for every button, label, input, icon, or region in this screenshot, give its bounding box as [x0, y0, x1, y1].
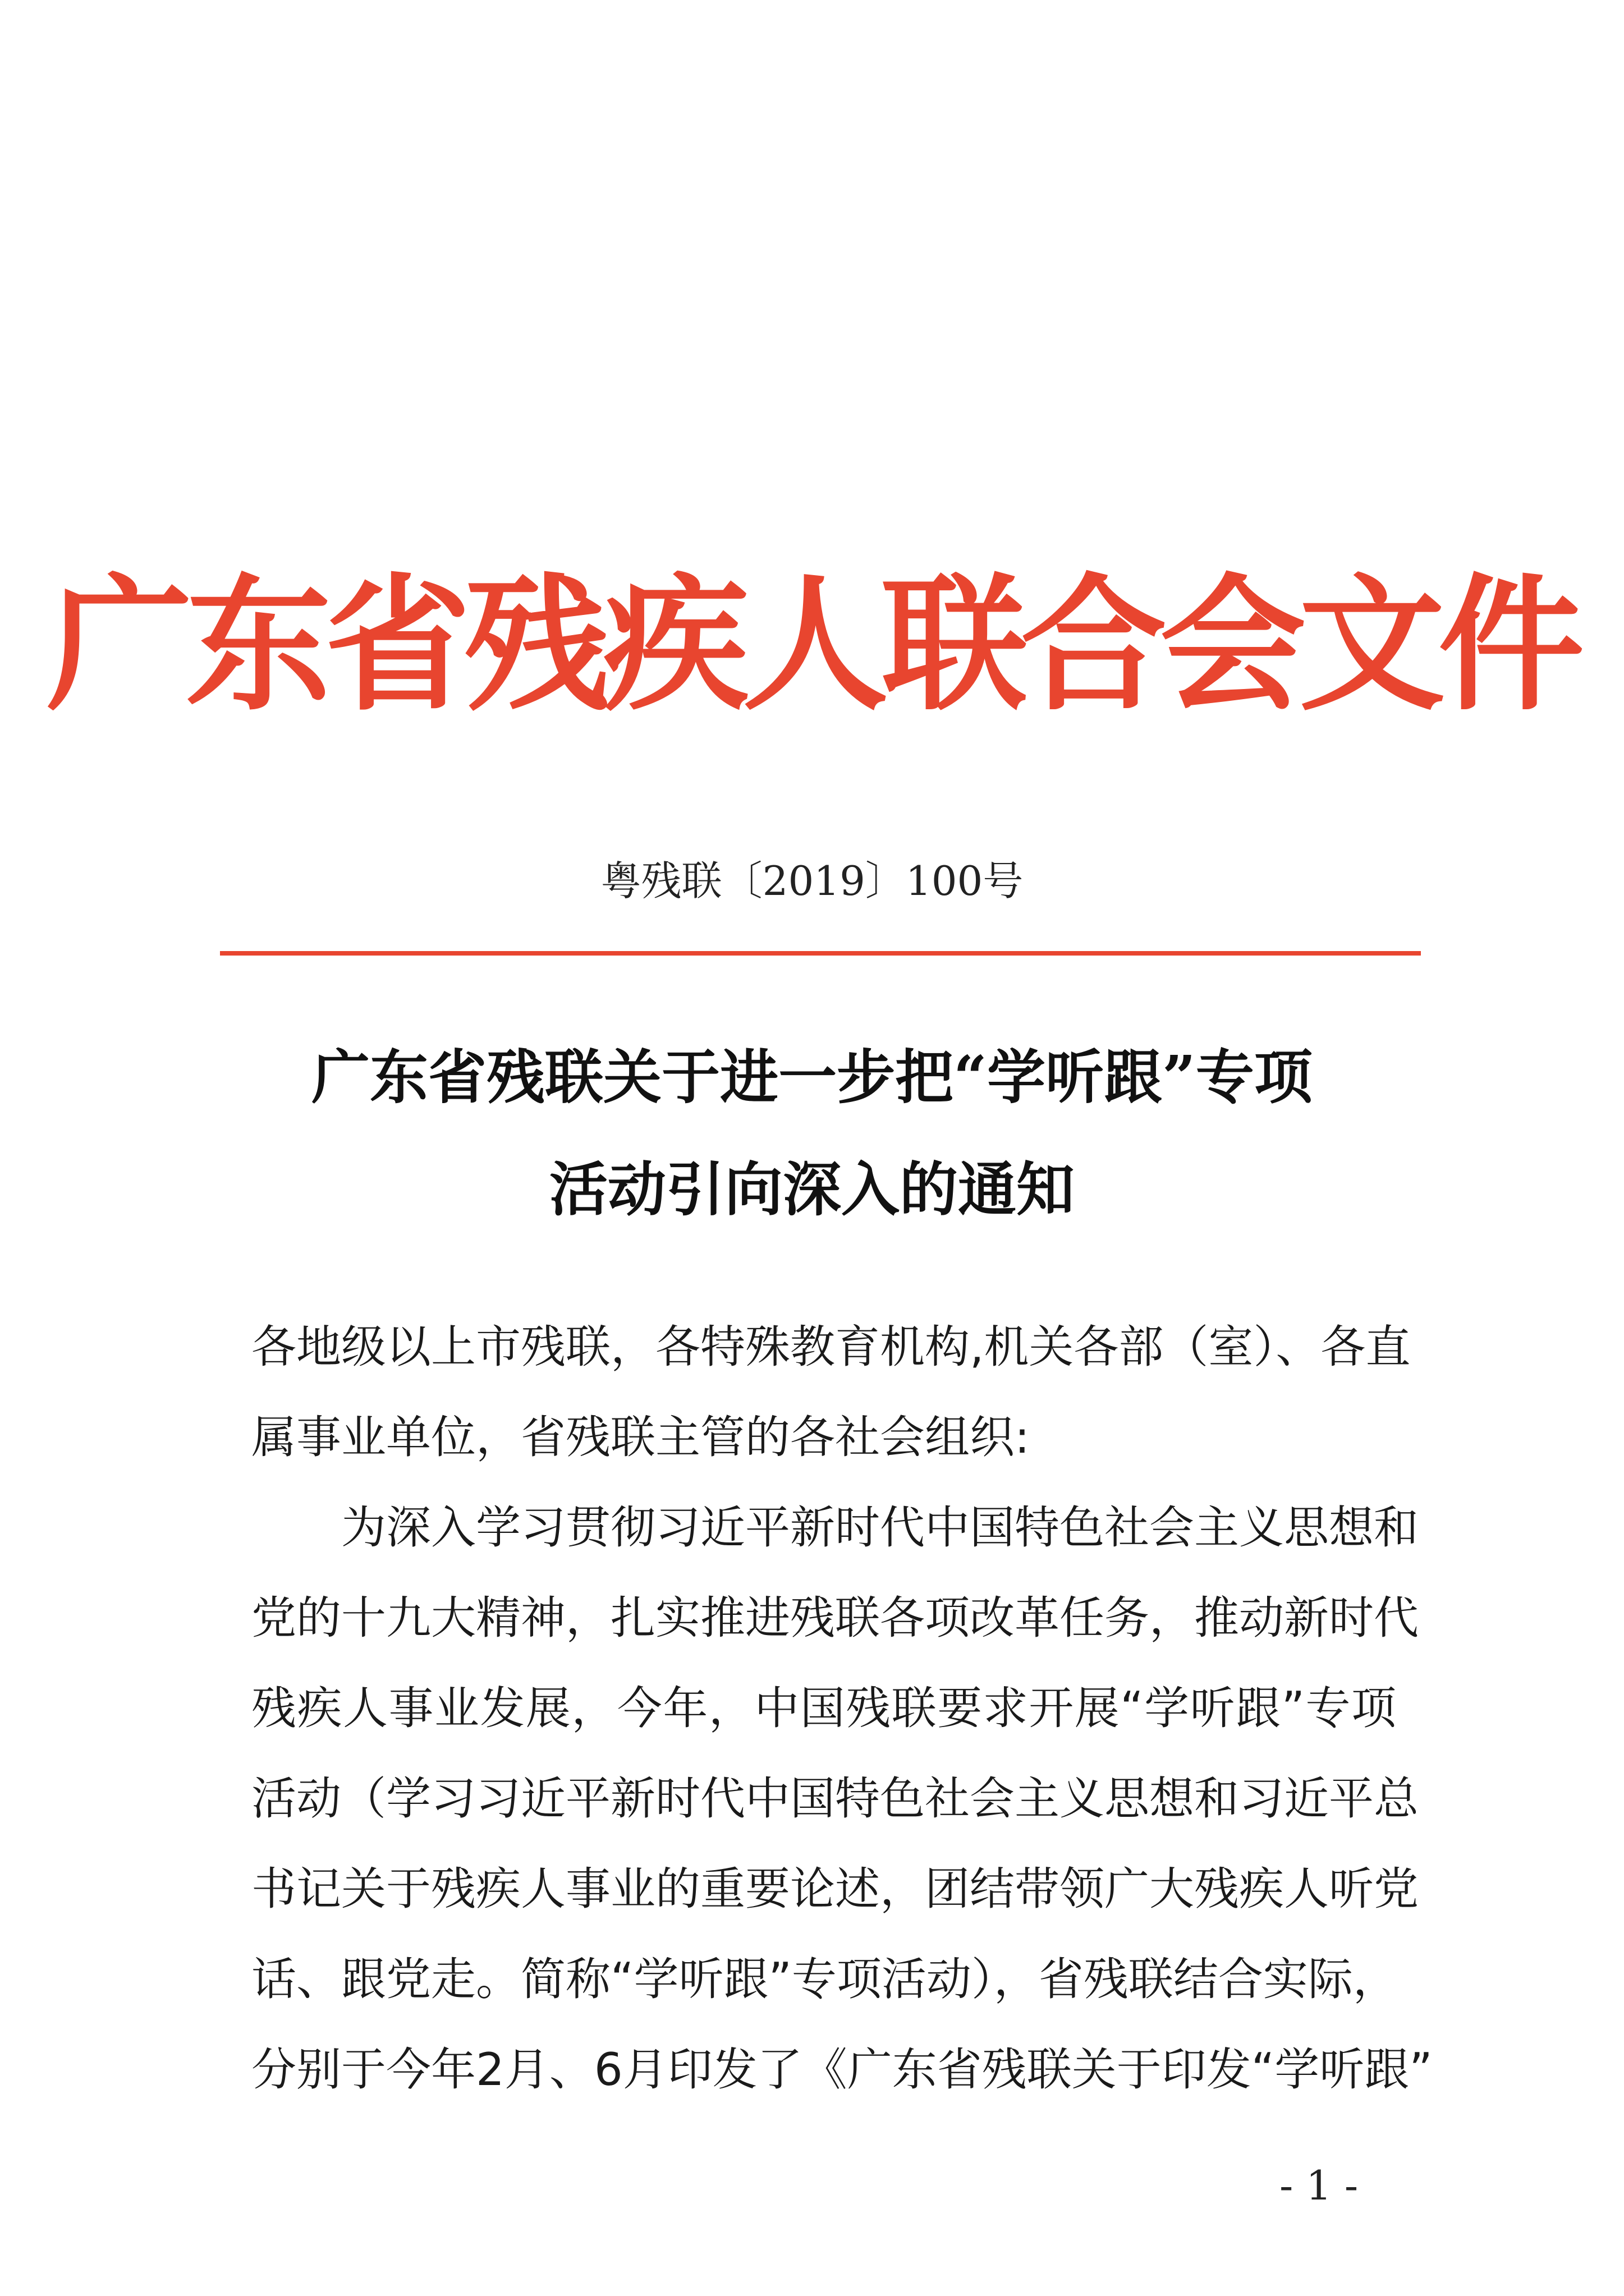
- red-divider-line: [220, 951, 1421, 956]
- body-line-7: 书记关于残疾人事业的重要论述，团结带领广大残疾人听党: [251, 1863, 1419, 1915]
- body-line-8: 话、跟党走。简称“学听跟”专项活动），省残联结合实际，: [251, 1953, 1398, 2005]
- body-line-1: 各地级以上市残联，各特殊教育机构,机关各部（室）、各直: [251, 1321, 1411, 1373]
- document-number: 粤残联〔2019〕100号: [600, 857, 1024, 904]
- notice-body: [251, 1302, 1433, 2115]
- notice-title: [0, 1021, 1624, 1246]
- body-line-4: 党的十九大精神，扎实推进残联各项改革任务，推动新时代: [251, 1592, 1419, 1644]
- body-line-5: 残疾人事业发展，今年，中国残联要求开展“学听跟”专项: [251, 1682, 1396, 1734]
- notice-title-line-2: 活动引向深入的通知: [549, 1155, 1075, 1224]
- body-line-9: 分别于今年2月、6月印发了《广东省残联关于印发“学听跟”: [251, 2044, 1433, 2096]
- body-line-6: 活动（学习习近平新时代中国特色社会主义思想和习近平总: [251, 1772, 1419, 1825]
- body-line-3: 为深入学习贯彻习近平新时代中国特色社会主义思想和: [341, 1501, 1419, 1554]
- page-number: - 1 -: [1279, 2162, 1359, 2209]
- issuing-authority-header: 广东省残疾人联合会文件: [47, 559, 1577, 731]
- notice-title-line-1: 广东省残联关于进一步把“学听跟”专项: [311, 1043, 1313, 1112]
- body-line-2: 属事业单位，省残联主管的各社会组织:: [251, 1411, 1030, 1463]
